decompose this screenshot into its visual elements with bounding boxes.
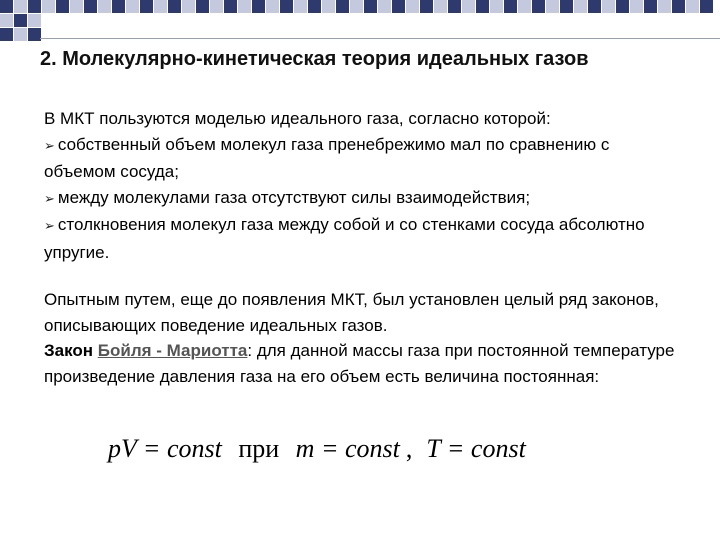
arrow-bullet-icon: ➢ (44, 191, 55, 207)
formula-part1: pV = const (108, 434, 222, 463)
formula-sep: , (405, 434, 413, 463)
paragraph: Опытным путем, еще до появления МКТ, был установлен целый ряд законов, описывающих поведение идеальных газов. (44, 290, 659, 335)
law-paragraph (44, 338, 684, 389)
formula-word: при (238, 434, 280, 463)
slide-title: 2. Молекулярно-кинетическая теория идеальных газов (40, 48, 589, 70)
bullet-item: ➢ собственный объем молекул газа пренебрежимо мал по сравнению с объемом сосуда; (44, 134, 610, 181)
formula-part3: T = const (426, 434, 526, 463)
bullet-item: ➢ между молекулами газа отсутствуют силы взаимодействия; (44, 187, 531, 207)
arrow-bullet-icon: ➢ (44, 138, 55, 154)
law-link[interactable]: Бойля - Мариотта (97, 341, 248, 360)
law-label: Закон (44, 341, 94, 360)
slide-body (44, 106, 684, 389)
formula-part2: m = const (295, 434, 400, 463)
decorative-squares (0, 0, 720, 40)
law-text: : для данной массы газа при постоянной температуре произведение давления газа на его объем есть величина постоянная: (44, 341, 675, 386)
bullet-item: ➢ столкновения молекул газа между собой и со стенками сосуда абсолютно упругие. (44, 215, 645, 262)
header-rule (40, 38, 720, 39)
arrow-bullet-icon: ➢ (44, 219, 55, 234)
intro-text: В МКТ пользуются моделью идеального газа, согласно которой: (44, 109, 551, 128)
formula (108, 434, 526, 464)
